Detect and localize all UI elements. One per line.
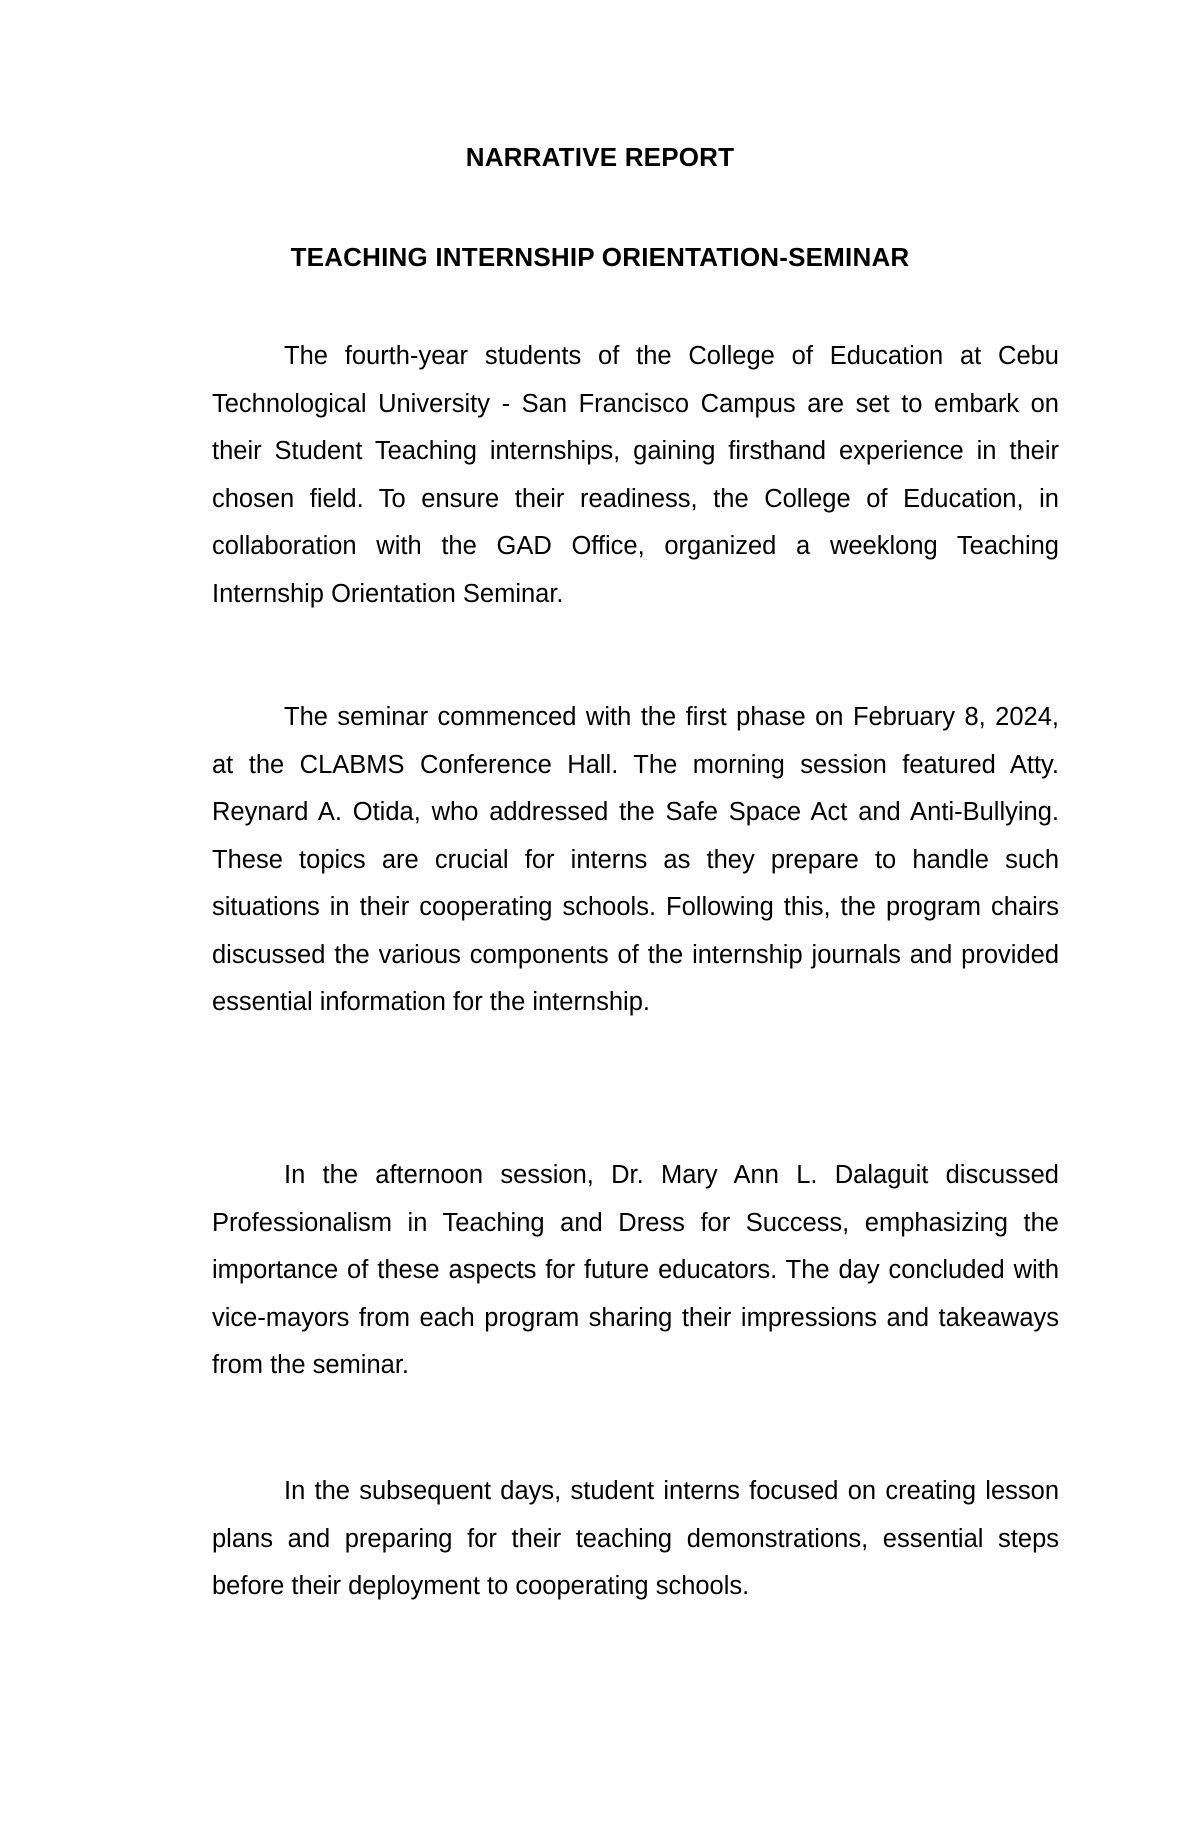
paragraph-morning-session: The seminar commenced with the first phase on February 8, 2024, at the CLABMS Conference Hall. The morning session featured Atty. Reynard A. Otida, who addressed the Safe Space Act and Anti-Bullying. These topics are crucial for interns as they prepare to handle such situations in their cooperating schools. Following this, the program chairs discussed the various components of the internship journals and provided essential information for the internship. (212, 703, 1059, 1016)
paragraph-afternoon-session: In the afternoon session, Dr. Mary Ann L. Dalaguit discussed Professionalism in Teaching and Dress for Success, emphasizing the importance of these aspects for future educators. The day concluded with vice-mayors from each program sharing their impressions and takeaways from the seminar. (212, 1161, 1059, 1379)
report-subtitle: TEACHING INTERNSHIP ORIENTATION-SEMINAR (290, 242, 910, 272)
report-title: NARRATIVE REPORT (465, 142, 735, 172)
paragraph-subsequent-days: In the subsequent days, student interns focused on creating lesson plans and preparing for their teaching demonstrations, essential steps before their deployment to cooperating schools. (212, 1477, 1059, 1600)
paragraph-introduction: The fourth-year students of the College of Education at Cebu Technological University - San Francisco Campus are set to embark on their Student Teaching internships, gaining firsthand experience in their chosen field. To ensure their readiness, the College of Education, in collaboration with the GAD Office, organized a weeklong Teaching Internship Orientation Seminar. (212, 342, 1059, 608)
